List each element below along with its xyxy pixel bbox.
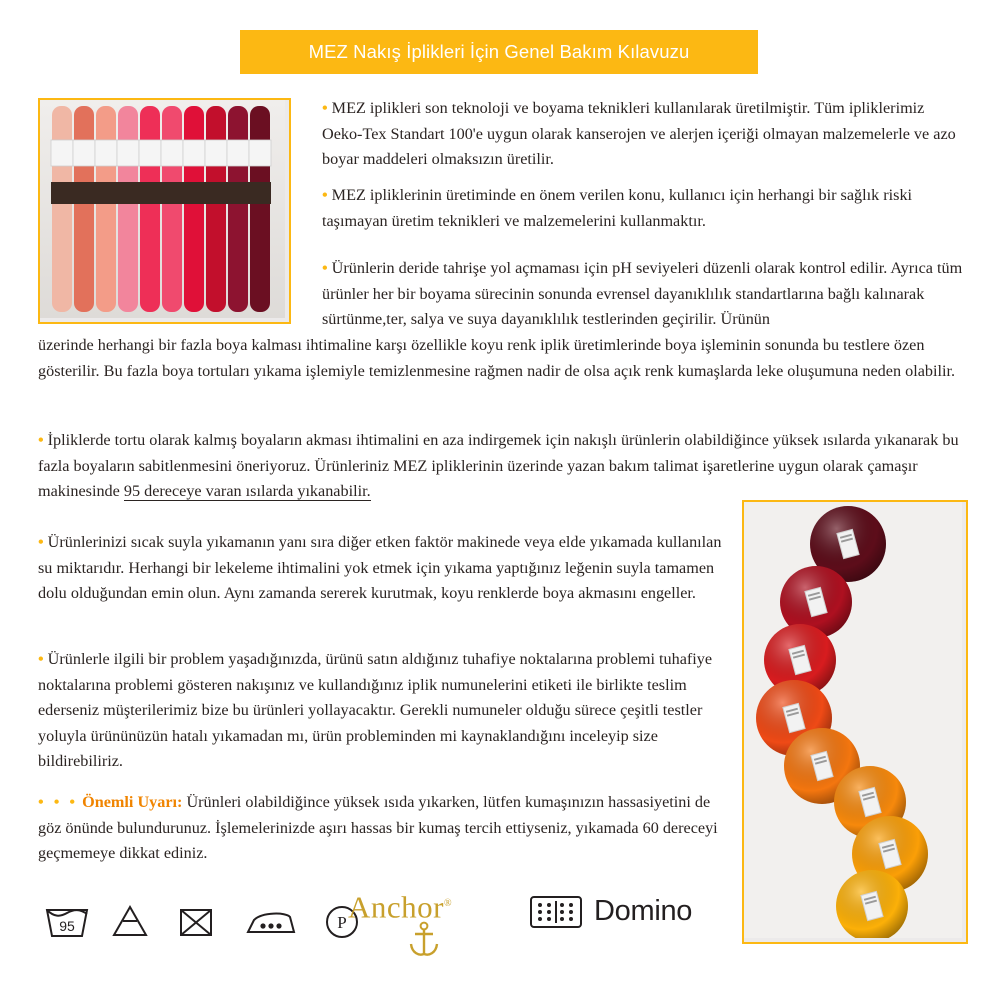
domino-tile-icon: [530, 896, 582, 928]
document-title-bar: [240, 30, 758, 74]
balls-illustration: [744, 502, 962, 938]
paragraph-1: [322, 96, 963, 173]
paragraph-2-text: MEZ ipliklerinin üretiminde en önem verilen konu, kullanıcı için herhangi bir sağlık riski taşımayan üretim teknikleri ve malzemelerini kullanmaktır.: [322, 186, 913, 230]
anchor-icon: [404, 920, 444, 965]
warning-text: Ürünleri olabildiğince yüksek ısıda yıkarken, lütfen kumaşınızın hassasiyetini de göz önünde bulundurunuz. İşlemelerinizde aşırı hassas bir kumaş tercih ettiyseniz, yıkamada 60 dereceyi geçmemeye dikkat ediniz.: [38, 793, 718, 862]
bullet-icon: •: [322, 259, 328, 277]
paragraph-3-text: Ürünlerin deride tahrişe yol açmaması için pH seviyeleri düzenli olarak kontrol edilir. Ayrıca tüm ürünler her bir boyama sürecinin sonunda evrensel dayanıklılık standartlarına bağlı kalınarak sürtünme,ter, salya ve suya dayanıklılık testlerinden geçirilir. Ürünün: [322, 259, 963, 328]
paragraph-5-text: Ürünlerinizi sıcak suyla yıkamanın yanı sıra diğer etken faktör makinede veya elde yıkamada kullanılan su miktarıdır. Herhangi bir lekeleme ihtimalini yok etmek için yıkama yaptığınız leğenin suyla tamamen dolu olduğundan emin olun. Aynı zamanda sererek kurutmak, koyu renklerde boya akmasını engeller.: [38, 533, 722, 602]
page-title: MEZ Nakış İplikleri İçin Genel Bakım Kılavuzu: [308, 41, 690, 62]
care-symbols-row: [44, 890, 366, 950]
paragraph-5: [38, 530, 728, 607]
paragraph-3: [322, 256, 963, 333]
bullet-icon: •: [38, 533, 44, 551]
paragraph-4-underlined-text: 95 dereceye varan ısılarda yıkanabilir.: [123, 482, 371, 500]
paragraph-6-text: Ürünlerle ilgili bir problem yaşadığınızda, ürünü satın aldığınız tuhafiye noktalarına problemi tuhafiye noktalarına problemi gösteren nakışınız ve kullandığınız iplik numunelerini etiketi ile birlikte teslim ederseniz müşterilerimiz bize bu ürünleri yollayacaktır. Gerekli numuneler olduğu sürece çeşitli testler yoluyla ürününüzün hatalı yıkamadan mı, ürün probleminden mi kaynaklandığını inceleyip size bildirebiliriz.: [38, 650, 713, 770]
iron-symbol: [242, 901, 300, 939]
no-tumble-dry-symbol: [176, 901, 220, 939]
registered-trademark-icon: ®: [443, 898, 453, 909]
skeins-illustration: [40, 100, 285, 318]
domino-logo: [530, 895, 692, 928]
warning-dots-icon: • • •: [38, 793, 79, 811]
bullet-icon: •: [322, 186, 328, 204]
paragraph-2: [322, 183, 963, 234]
svg-text:P: P: [337, 913, 347, 932]
paragraph-3-continued: [38, 333, 963, 384]
warning-label: Önemli Uyarı:: [82, 793, 183, 811]
bullet-icon: •: [38, 650, 44, 668]
domino-logo-text: Domino: [594, 895, 693, 927]
important-warning: [38, 790, 728, 867]
wash-temperature-label: 95: [59, 918, 75, 934]
bullet-icon: •: [38, 431, 44, 449]
paragraph-3-continued-text: üzerinde herhangi bir fazla boya kalması ihtimaline karşı özellikle koyu renk iplik üretimlerinde boya işleminin sonunda bu testlere özen gösterilir. Bu fazla boya tortuları yıkama işlemiyle temizlenmesine rağmen nadir de olsa açık renk kumaşlarda leke oluşumuna neden olabilir.: [38, 336, 956, 380]
thread-skeins-image: [38, 98, 291, 324]
bleach-symbol: [110, 901, 154, 939]
yarn-balls-image: [742, 500, 968, 944]
paragraph-6: [38, 647, 728, 775]
bullet-icon: •: [322, 99, 328, 117]
anchor-logo: [348, 888, 498, 958]
wash-95-symbol: [44, 901, 88, 939]
paragraph-4-text: İpliklerde tortu olarak kalmış boyaların akması ihtimalini en aza indirgemek için nakışlı ürünlerin olabildiğince yüksek ısılarda yıkanarak bu fazla boyaların sabitlenmesini öneriyoruz. Ürünleriniz MEZ ipliklerinin üzerinde yazan bakım talimat işaretlerine uygun olarak çamaşır makinesinde: [38, 431, 959, 500]
anchor-logo-text: Anchor: [348, 889, 444, 925]
paragraph-1-text: MEZ iplikleri son teknoloji ve boyama teknikleri kullanılarak üretilmiştir. Tüm ipliklerimiz Oeko-Tex Standart 100'e uygun olarak kanserojen ve alerjen içeriği olmayan malzemelerle ve azo boyar maddeleri olmaksızın üretilir.: [322, 99, 956, 168]
anchor-logo-wordmark: [348, 888, 498, 923]
paragraph-4: [38, 428, 963, 505]
